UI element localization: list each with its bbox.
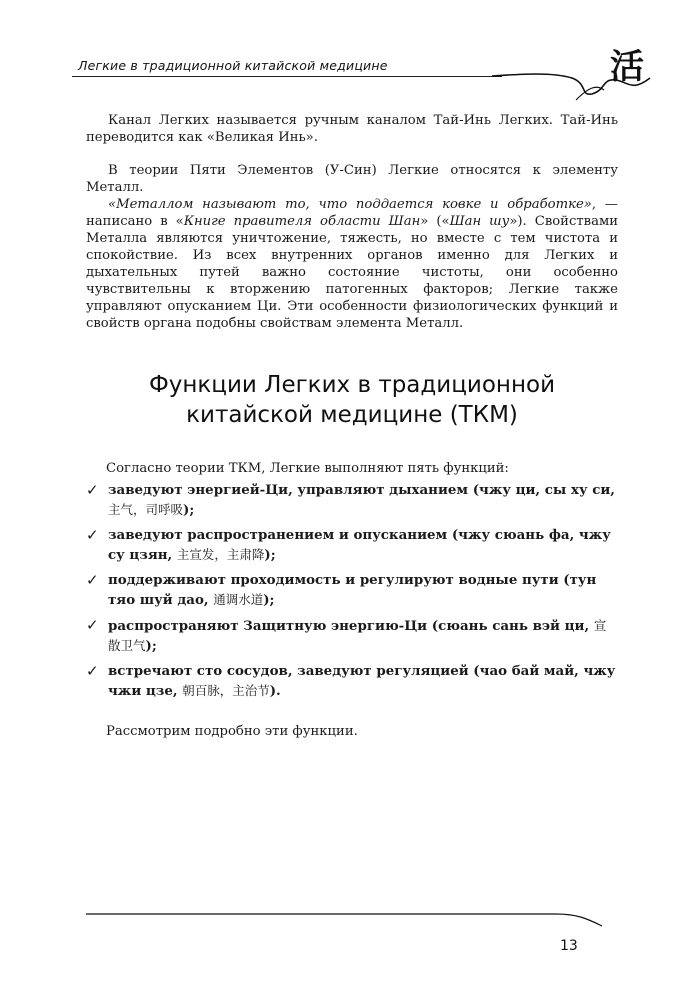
function-text: распространяют Защитную энергию-Ци (сюань сань вэй ци,	[108, 618, 594, 634]
paragraph-lung-channel: Канал Легких называется ручным каналом Тай-Инь Легких. Тай-Инь переводится как «Великая Инь».	[86, 113, 618, 145]
chinese-term: 主气，司呼吸	[108, 502, 184, 517]
chinese-term: 主宣发，主肃降	[176, 547, 265, 562]
section-heading-line2: китайской медицине (ТКМ)	[186, 402, 518, 428]
chinese-term: 通调水道	[213, 592, 264, 607]
paragraph-metal	[86, 196, 618, 332]
functions-list	[86, 481, 618, 701]
header-rule	[72, 76, 502, 77]
function-text: поддерживают проходимость и регулируют водные пути (тун тяо шуй дао,	[108, 572, 597, 608]
checkmark-icon: ✓	[86, 526, 99, 544]
quote-metal: «Металлом называют то, что поддается ковке и обработке»	[108, 197, 592, 212]
function-tail: );	[264, 547, 276, 563]
paragraph-five-elements: В теории Пяти Элементов (У-Син) Легкие относятся к элементу Металл.	[86, 163, 618, 195]
function-tail: );	[183, 502, 195, 518]
list-item	[86, 616, 618, 656]
list-item	[86, 571, 618, 610]
function-text: заведуют энергией-Ци, управляют дыханием (чжу ци, сы ху си,	[108, 482, 615, 498]
checkmark-icon: ✓	[86, 662, 99, 680]
chinese-term: 朝百脉，主治节	[182, 683, 270, 698]
list-item	[86, 481, 618, 520]
checkmark-icon: ✓	[86, 481, 99, 499]
list-item	[86, 662, 618, 701]
functions-lead: Согласно теории ТКМ, Легкие выполняют пять функций:	[106, 461, 509, 476]
running-header	[72, 47, 644, 112]
text-segment: »). Свойствами Металла являются уничтожение, тяжесть, но вместе с тем чистота и спокойствие. Из всех внутренних органов именно для Легких и дыхательных путей важно состояние чистоты, они особенно чувствительны к вторжению патогенных факторов; Легкие также управляют опусканием Ци. Эти особенности физиологических функций и свойств органа подобны свойствам элемента Металл.	[86, 214, 618, 331]
text-segment: , — написано в «	[86, 197, 618, 229]
book-title-short: Шан шу	[449, 214, 510, 229]
footer-rule	[86, 912, 602, 932]
list-item	[86, 526, 618, 565]
text-segment: » («	[420, 214, 450, 229]
chinese-term: 宣散卫气	[108, 618, 607, 653]
book-title: Книге правителя области Шан	[183, 214, 421, 229]
page-body	[86, 112, 618, 740]
checkmark-icon: ✓	[86, 571, 99, 589]
calligraphy-ornament	[492, 38, 652, 108]
function-text: заведуют распространением и опусканием (чжу сюань фа, чжу су цзян,	[108, 527, 611, 563]
section-heading	[86, 370, 618, 430]
section-heading-line1: Функции Легких в традиционной	[148, 372, 556, 398]
running-title: Легкие в традиционной китайской медицине	[78, 58, 388, 73]
calligraphy-glyph: 活	[610, 47, 644, 87]
function-tail: );	[145, 638, 157, 654]
checkmark-icon: ✓	[86, 616, 99, 634]
closing-sentence: Рассмотрим подробно эти функции.	[106, 724, 358, 739]
page-number: 13	[560, 938, 578, 954]
function-tail: );	[263, 592, 275, 608]
function-text: встречают сто сосудов, заведуют регуляцией (чао бай май, чжу чжи цзе,	[108, 663, 616, 699]
function-tail: ).	[269, 683, 281, 699]
